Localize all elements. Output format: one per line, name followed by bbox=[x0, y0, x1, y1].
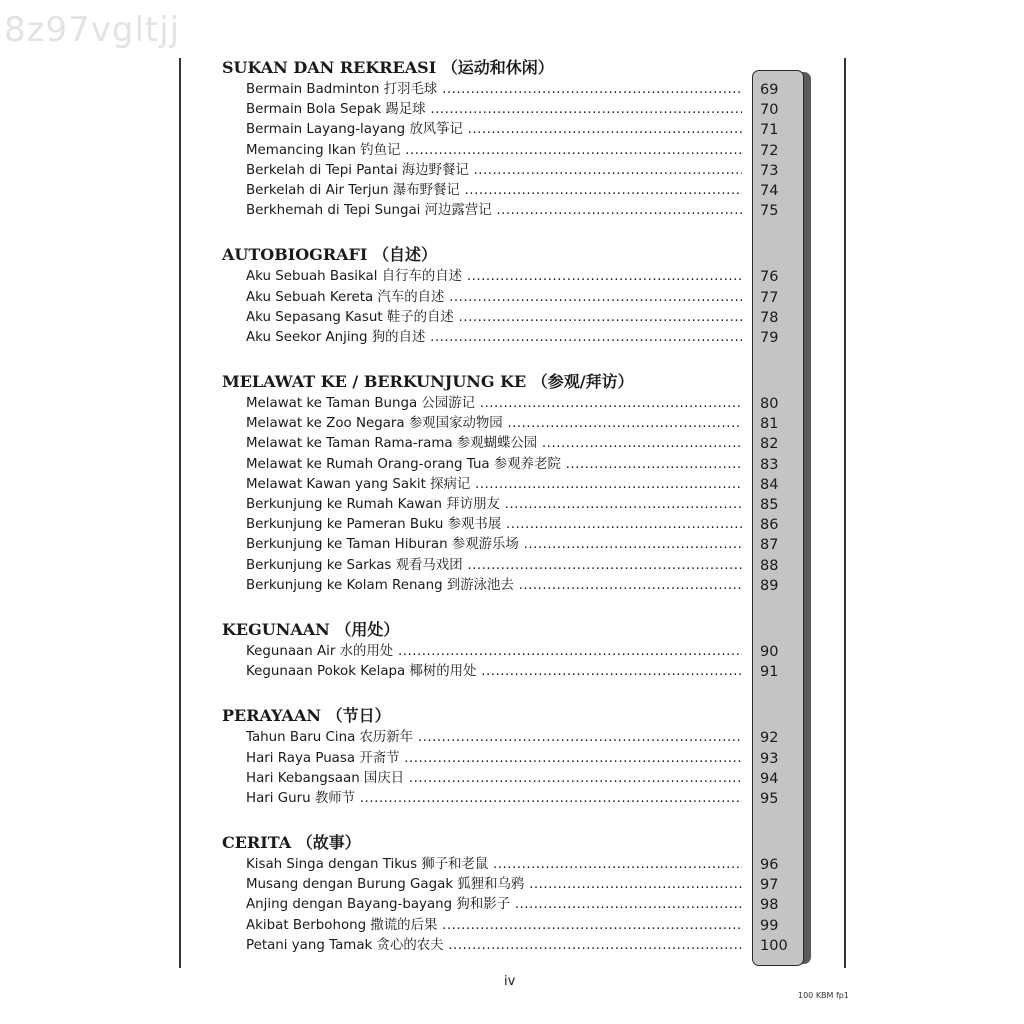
entry-title: Tahun Baru Cina 农历新年 ..... bbox=[246, 728, 742, 748]
entry-title: Kegunaan Air 水的用处 ..... bbox=[246, 642, 742, 662]
toc-section bbox=[222, 243, 802, 348]
entry-title: Berkunjung ke Taman Hiburan 参观游乐场 ..... bbox=[246, 535, 742, 555]
entry-page-number: 89 bbox=[760, 577, 779, 594]
toc-section bbox=[222, 704, 802, 809]
toc-entry[interactable] bbox=[222, 875, 802, 895]
entry-title: Berkelah di Air Terjun 瀑布野餐记 ..... bbox=[246, 181, 742, 201]
entry-page-number: 80 bbox=[760, 396, 779, 413]
entry-page-number: 84 bbox=[760, 476, 779, 493]
entry-page-number: 74 bbox=[760, 182, 779, 199]
entry-page-number: 76 bbox=[760, 269, 779, 286]
toc-entry[interactable] bbox=[222, 434, 802, 454]
toc-entry[interactable] bbox=[222, 120, 802, 140]
toc-section bbox=[222, 831, 802, 956]
entry-page-number: 96 bbox=[760, 857, 779, 874]
toc-entry[interactable] bbox=[222, 161, 802, 181]
entry-page-number: 72 bbox=[760, 142, 779, 159]
entry-page-number: 97 bbox=[760, 877, 779, 894]
toc-entry[interactable] bbox=[222, 769, 802, 789]
toc-entry[interactable] bbox=[222, 80, 802, 100]
entry-title: Aku Sepasang Kasut 鞋子的自述 ..... bbox=[246, 308, 742, 328]
toc-entry[interactable] bbox=[222, 455, 802, 475]
entry-title: Kisah Singa dengan Tikus 狮子和老鼠 ..... bbox=[246, 855, 742, 875]
section-title: PERAYAAN （节日） bbox=[222, 706, 391, 726]
entry-page-number: 75 bbox=[760, 203, 779, 220]
toc-entry[interactable] bbox=[222, 556, 802, 576]
section-title: CERITA （故事） bbox=[222, 833, 361, 853]
toc-entry[interactable] bbox=[222, 535, 802, 555]
entry-title: Bermain Badminton 打羽毛球 ..... bbox=[246, 80, 742, 100]
entry-title: Memancing Ikan 钓鱼记 ..... bbox=[246, 141, 742, 161]
toc-entry[interactable] bbox=[222, 288, 802, 308]
entry-title: Melawat Kawan yang Sakit 探病记 ..... bbox=[246, 475, 742, 495]
left-margin-rule bbox=[179, 58, 181, 968]
entry-title: Hari Guru 教师节 ..... bbox=[246, 789, 742, 809]
toc-section bbox=[222, 56, 802, 221]
toc-entry[interactable] bbox=[222, 308, 802, 328]
entry-title: Bermain Layang-layang 放风筝记 ..... bbox=[246, 120, 742, 140]
toc-entry[interactable] bbox=[222, 141, 802, 161]
entry-title: Melawat ke Zoo Negara 参观国家动物园 ..... bbox=[246, 414, 742, 434]
entry-page-number: 79 bbox=[760, 329, 779, 346]
entry-title: Musang dengan Burung Gagak 狐狸和乌鸦 ..... bbox=[246, 875, 742, 895]
toc-entry[interactable] bbox=[222, 916, 802, 936]
entry-title: Berkunjung ke Sarkas 观看马戏团 ..... bbox=[246, 556, 742, 576]
toc-entry[interactable] bbox=[222, 642, 802, 662]
entry-title: Petani yang Tamak 贪心的农夫 ..... bbox=[246, 936, 742, 956]
entry-page-number: 91 bbox=[760, 664, 779, 681]
entry-title: Berkunjung ke Kolam Renang 到游泳池去 ..... bbox=[246, 576, 742, 596]
entry-page-number: 81 bbox=[760, 416, 779, 433]
toc-entry[interactable] bbox=[222, 515, 802, 535]
toc-entry[interactable] bbox=[222, 267, 802, 287]
table-of-contents bbox=[222, 56, 802, 978]
toc-section bbox=[222, 618, 802, 682]
entry-page-number: 71 bbox=[760, 122, 779, 139]
section-title: MELAWAT KE / BERKUNJUNG KE （参观/拜访） bbox=[222, 372, 634, 392]
entry-title: Anjing dengan Bayang-bayang 狗和影子 ..... bbox=[246, 895, 742, 915]
entry-title: Hari Kebangsaan 国庆日 ..... bbox=[246, 769, 742, 789]
toc-section bbox=[222, 370, 802, 596]
entry-page-number: 77 bbox=[760, 289, 779, 306]
entry-title: Melawat ke Taman Rama-rama 参观蝴蝶公园 ..... bbox=[246, 434, 742, 454]
entry-page-number: 70 bbox=[760, 102, 779, 119]
entry-page-number: 82 bbox=[760, 436, 779, 453]
entry-title: Berkunjung ke Pameran Buku 参观书展 ..... bbox=[246, 515, 742, 535]
entry-page-number: 78 bbox=[760, 309, 779, 326]
toc-entry[interactable] bbox=[222, 936, 802, 956]
watermark: 8z97vgltjj bbox=[4, 10, 181, 50]
entry-title: Berkunjung ke Rumah Kawan 拜访朋友 ..... bbox=[246, 495, 742, 515]
entry-page-number: 85 bbox=[760, 497, 779, 513]
toc-entry[interactable] bbox=[222, 495, 802, 515]
section-title: KEGUNAAN （用处） bbox=[222, 619, 400, 639]
entry-title: Bermain Bola Sepak 踢足球 ..... bbox=[246, 100, 742, 120]
entry-title: Berkhemah di Tepi Sungai 河边露营记 ..... bbox=[246, 201, 742, 221]
entry-page-number: 87 bbox=[760, 537, 779, 554]
toc-entry[interactable] bbox=[222, 201, 802, 221]
toc-entry[interactable] bbox=[222, 475, 802, 495]
entry-page-number: 86 bbox=[760, 517, 779, 534]
entry-title: Aku Sebuah Basikal 自行车的自述 ..... bbox=[246, 267, 742, 287]
entry-title: Melawat ke Taman Bunga 公园游记 ..... bbox=[246, 394, 742, 414]
entry-title: Akibat Berbohong 撒谎的后果 ..... bbox=[246, 916, 742, 936]
toc-entry[interactable] bbox=[222, 728, 802, 748]
entry-page-number: 83 bbox=[760, 456, 779, 473]
print-code: 100 KBM fp1 bbox=[798, 991, 849, 1000]
entry-title: Hari Raya Puasa 开斋节 ..... bbox=[246, 749, 742, 769]
toc-entry[interactable] bbox=[222, 181, 802, 201]
section-title: SUKAN DAN REKREASI （运动和休闲） bbox=[222, 58, 554, 77]
entry-page-number: 98 bbox=[760, 897, 779, 914]
entry-page-number: 73 bbox=[760, 162, 779, 179]
entry-page-number: 99 bbox=[760, 917, 779, 934]
entry-page-number: 95 bbox=[760, 790, 779, 807]
entry-page-number: 94 bbox=[760, 770, 779, 787]
entry-title: Berkelah di Tepi Pantai 海边野餐记 ..... bbox=[246, 161, 742, 181]
toc-entry[interactable] bbox=[222, 576, 802, 596]
entry-title: Melawat ke Rumah Orang-orang Tua 参观养老院 ..... bbox=[246, 455, 742, 475]
entry-page-number: 88 bbox=[760, 557, 779, 574]
toc-entry[interactable] bbox=[222, 855, 802, 875]
toc-entry[interactable] bbox=[222, 789, 802, 809]
page-number: iv bbox=[504, 974, 516, 989]
toc-entry[interactable] bbox=[222, 749, 802, 769]
section-title: AUTOBIOGRAFI （自述） bbox=[222, 245, 437, 265]
toc-entry[interactable] bbox=[222, 895, 802, 915]
entry-page-number: 93 bbox=[760, 750, 779, 767]
toc-entry[interactable] bbox=[222, 100, 802, 120]
toc-entry[interactable] bbox=[222, 394, 802, 414]
entry-title: Aku Sebuah Kereta 汽车的自述 ..... bbox=[246, 288, 742, 308]
right-margin-rule bbox=[844, 58, 846, 968]
toc-entry[interactable] bbox=[222, 328, 802, 348]
toc-entry[interactable] bbox=[222, 662, 802, 682]
entry-title: Aku Seekor Anjing 狗的自述 ..... bbox=[246, 328, 742, 348]
toc-entry[interactable] bbox=[222, 414, 802, 434]
entry-page-number: 90 bbox=[760, 643, 779, 660]
entry-title: Kegunaan Pokok Kelapa 椰树的用处 ..... bbox=[246, 662, 742, 682]
entry-page-number: 69 bbox=[760, 82, 779, 98]
entry-page-number: 92 bbox=[760, 730, 779, 747]
entry-page-number: 100 bbox=[760, 937, 788, 954]
